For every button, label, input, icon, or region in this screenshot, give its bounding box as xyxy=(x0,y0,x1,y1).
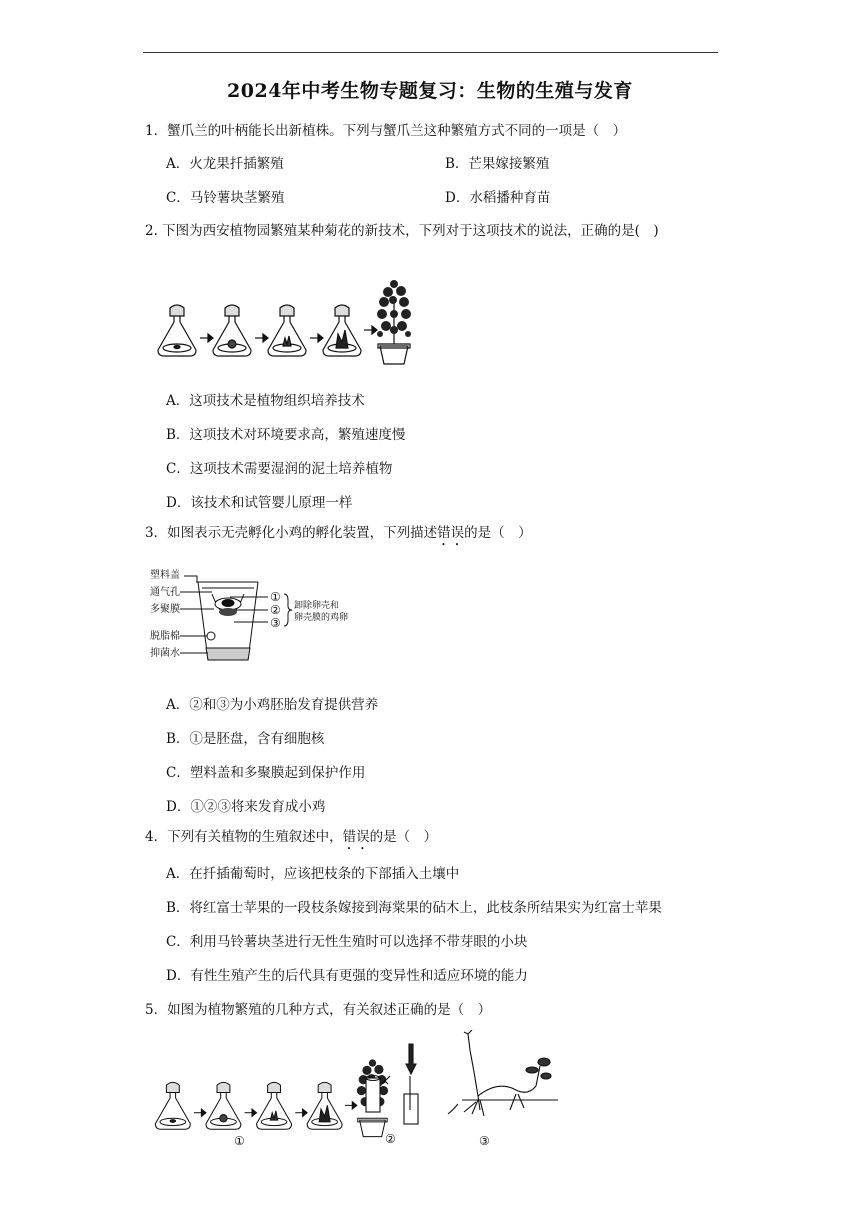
label-antibacterial-water: 抑菌水 xyxy=(150,648,180,659)
brace-label-line-2: 卵壳膜的鸡卵 xyxy=(294,613,349,623)
question-2-option-d: D．该技术和试管婴儿原理一样 xyxy=(166,495,353,511)
question-2-option-b: B．这项技术对环境要求高，繁殖速度慢 xyxy=(166,427,406,443)
question-1-option-c: C．马铃薯块茎繁殖 xyxy=(166,190,285,206)
label-poly-film: 多聚膜 xyxy=(150,604,180,615)
question-3-option-d: D．①②③将来发育成小鸡 xyxy=(166,799,326,815)
label-plastic-lid: 塑料盖 xyxy=(150,570,180,581)
question-1-option-a: A．火龙果扦插繁殖 xyxy=(166,156,284,172)
brace-label-line-1: 卸除卵壳和 xyxy=(294,601,340,611)
caption-3: ③ xyxy=(479,1134,490,1148)
tissue-culture-figure xyxy=(150,272,420,372)
caption-1: ① xyxy=(234,1134,245,1148)
question-5-stem: 5．如图为植物繁殖的几种方式，有关叙述正确的是（ ） xyxy=(145,1002,492,1018)
question-3-stem: 3．如图表示无壳孵化小鸡的孵化装置，下列描述错误的是（ ） xyxy=(145,525,532,541)
question-4-stem: 4．下列有关植物的生殖叙述中，错误的是（ ） xyxy=(145,829,438,845)
page-title: 2024年中考生物专题复习：生物的生殖与发育 xyxy=(227,80,633,102)
top-rule xyxy=(143,52,718,53)
question-2-stem: 2. 下图为西安植物园繁殖某种菊花的新技术，下列对于这项技术的说法，正确的是( ) xyxy=(145,223,659,239)
question-3-option-c: C．塑料盖和多聚膜起到保护作用 xyxy=(166,765,366,781)
label-vent-hole: 通气孔 xyxy=(150,587,180,598)
propagation-figure xyxy=(148,1030,568,1155)
question-2-option-c: C．这项技术需要湿润的泥土培养植物 xyxy=(166,461,393,477)
mark-1: ① xyxy=(270,590,281,604)
question-3-option-b: B．①是胚盘，含有细胞核 xyxy=(166,731,325,747)
question-4-option-a: A．在扦插葡萄时，应该把枝条的下部插入土壤中 xyxy=(166,866,460,882)
question-1-option-d: D．水稻播种育苗 xyxy=(445,190,551,206)
mark-3: ③ xyxy=(270,616,281,630)
question-4-option-b: B．将红富士苹果的一段枝条嫁接到海棠果的砧木上，此枝条所结果实为红富士苹果 xyxy=(166,900,662,916)
emphasis-word: 错误 xyxy=(342,829,370,845)
label-cotton: 脱脂棉 xyxy=(150,631,180,642)
caption-2: ② xyxy=(385,1132,396,1146)
question-2-option-a: A．这项技术是植物组织培养技术 xyxy=(166,393,365,409)
question-1-option-b: B．芒果嫁接繁殖 xyxy=(445,156,550,172)
emphasis-word: 错误 xyxy=(437,525,465,541)
question-3-option-a: A．②和③为小鸡胚胎发育提供营养 xyxy=(166,697,379,713)
question-4-option-d: D．有性生殖产生的后代具有更强的变异性和适应环境的能力 xyxy=(166,968,528,984)
question-1-stem: 1．蟹爪兰的叶柄能长出新植株。下列与蟹爪兰这种繁殖方式不同的一项是（ ） xyxy=(145,123,627,139)
question-4-option-c: C．利用马铃薯块茎进行无性生殖时可以选择不带芽眼的小块 xyxy=(166,934,528,950)
incubator-figure xyxy=(150,562,380,667)
mark-2: ② xyxy=(270,603,281,617)
